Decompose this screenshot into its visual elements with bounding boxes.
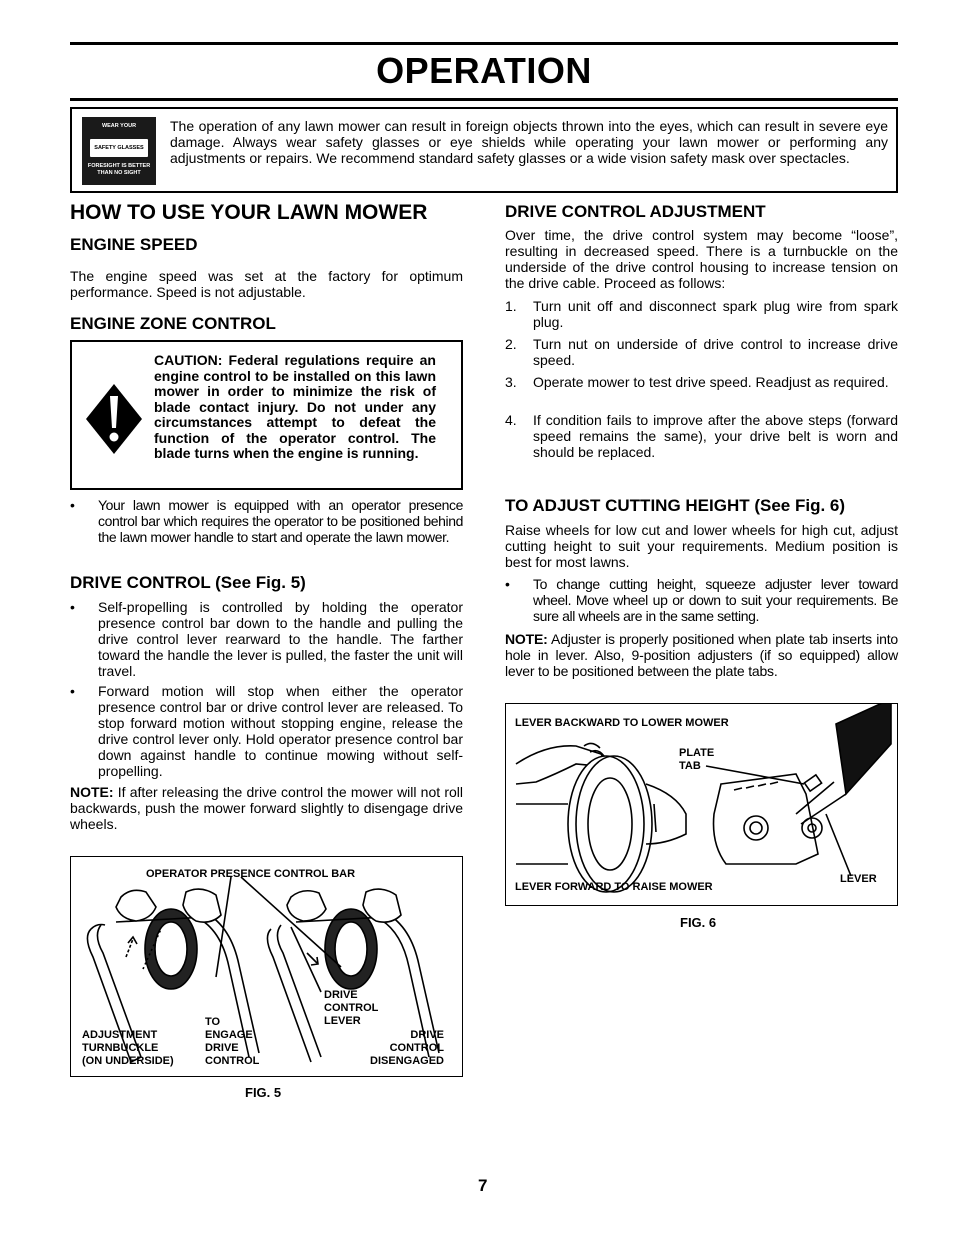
cutting-height-intro: Raise wheels for low cut and lower wheels for high cut, adjust cutting height to suit your requirements. Medium position is best for most lawns. bbox=[505, 522, 898, 570]
safety-warning-text: The operation of any lawn mower can result in foreign objects thrown into the eyes, which can result in severe eye damage. Always wear safety glasses or eye shields while operating your lawn mower or performing any adjustments or repairs. We recommend standard safety glasses or a wide vision safety mask over spectacles. bbox=[170, 118, 888, 166]
caution-box bbox=[70, 340, 463, 490]
top-rule bbox=[70, 42, 898, 45]
figure-5 bbox=[70, 856, 463, 1077]
engine-speed-heading: ENGINE SPEED bbox=[70, 235, 198, 254]
list-item: • To change cutting height, squeeze adjuster lever toward wheel. Move wheel up or down to suit your requirements. Be sure all wheels are in the same setting. bbox=[505, 576, 898, 624]
list-item: • Self-propelling is controlled by holding the operator presence control bar down to the handle and pulling the drive control lever rearward to the handle. The farther toward the handle the lever is pulled, the faster the unit will travel. bbox=[70, 599, 463, 679]
cutting-height-note: NOTE: Adjuster is properly positioned when plate tab inserts into hole in lever. Also, 9-position adjusters (if so equipped) allow lever to be positioned between the plate tabs. bbox=[505, 631, 898, 679]
list-item-text: Self-propelling is controlled by holding the operator presence control bar down to the handle and pulling the drive control lever rearward to the handle. The farther toward the handle the lever is pulled, the faster the unit will travel. bbox=[98, 599, 463, 679]
fig6-illustration bbox=[506, 704, 897, 905]
cutting-height-heading: TO ADJUST CUTTING HEIGHT (See Fig. 6) bbox=[505, 496, 846, 515]
fig6-label-backward: LEVER BACKWARD TO LOWER MOWER bbox=[515, 717, 729, 729]
fig5-caption: FIG. 5 bbox=[245, 1085, 282, 1100]
caution-text: CAUTION: Federal regulations require an engine control to be installed on this lawn mower in order to minimize the risk of blade contact injury. Do not under any circumstances attempt to defeat the function of the operator control. The blade turns when the engine is running. bbox=[154, 352, 436, 461]
list-item: 1. Turn unit off and disconnect spark plug wire from spark plug. bbox=[505, 298, 898, 330]
page-number: 7 bbox=[478, 1176, 488, 1195]
engine-zone-heading: ENGINE ZONE CONTROL bbox=[70, 314, 276, 333]
drive-adjust-intro: Over time, the drive control system may become “loose”, resulting in decreased speed. There is a turnbuckle on the underside of the drive control housing to increase tension on the drive cable. Proceed as follows: bbox=[505, 227, 898, 291]
fig5-label-disengaged: DRIVE CONTROL DISENGAGED bbox=[370, 1029, 444, 1067]
fig6-label-lever: LEVER bbox=[840, 873, 877, 885]
figure-6 bbox=[505, 703, 898, 906]
fig5-label-lever: DRIVE CONTROL LEVER bbox=[324, 989, 379, 1027]
fig6-caption: FIG. 6 bbox=[680, 915, 717, 930]
caution-icon bbox=[84, 382, 144, 456]
list-item-text: Your lawn mower is equipped with an operator presence control bar which requires the operator to be positioned behind the lawn mower handle to start and operate the lawn mower. bbox=[98, 497, 463, 545]
engine-speed-text: The engine speed was set at the factory for optimum performance. Speed is not adjustable. bbox=[70, 268, 463, 300]
fig5-label-turnbuckle: ADJUSTMENT TURNBUCKLE (ON UNDERSIDE) bbox=[82, 1029, 174, 1067]
safety-warning-box bbox=[70, 107, 898, 193]
drive-control-heading: DRIVE CONTROL (See Fig. 5) bbox=[70, 573, 306, 592]
list-item: 2. Turn nut on underside of drive control to increase drive speed. bbox=[505, 336, 898, 368]
list-item: 4. If condition fails to improve after the above steps (forward speed remains the same), your drive belt is worn and should be replaced. bbox=[505, 412, 898, 460]
drive-adjust-heading: DRIVE CONTROL ADJUSTMENT bbox=[505, 202, 766, 221]
safety-glasses-icon: WEAR YOUR SAFETY GLASSES FORESIGHT IS BETTER THAN NO SIGHT bbox=[82, 117, 156, 185]
fig6-label-plate-tab: PLATE TAB bbox=[679, 747, 715, 772]
title-rule bbox=[70, 98, 898, 101]
fig5-label-engage: TO ENGAGE DRIVE CONTROL bbox=[205, 1016, 260, 1067]
list-item-text: To change cutting height, squeeze adjuster lever toward wheel. Move wheel up or down to suit your requirements. Be sure all wheels are in the same setting. bbox=[533, 576, 898, 624]
list-item: • Forward motion will stop when either the operator presence control bar or drive control lever are released. To stop forward motion without stopping engine, release the drive control lever only. Hold operator presence control bar down against handle to continue mowing without self-propelling. bbox=[70, 683, 463, 779]
list-item: 3. Operate mower to test drive speed. Readjust as required. bbox=[505, 374, 889, 390]
page-title: OPERATION bbox=[376, 50, 592, 91]
fig5-label-control-bar: OPERATOR PRESENCE CONTROL BAR bbox=[146, 868, 356, 880]
drive-control-note: NOTE: If after releasing the drive control the mower will not roll backwards, push the mower forward slightly to disengage drive wheels. bbox=[70, 784, 463, 832]
list-item-text: Forward motion will stop when either the operator presence control bar or drive control lever are released. To stop forward motion without stopping engine, release the drive control lever only. Hold operator presence control bar down against handle to continue mowing without self-propelling. bbox=[98, 683, 463, 779]
list-item: • Your lawn mower is equipped with an operator presence control bar which requires the operator to be positioned behind the lawn mower handle to start and operate the lawn mower. bbox=[70, 497, 463, 545]
section-title: HOW TO USE YOUR LAWN MOWER bbox=[70, 201, 428, 224]
fig6-label-forward: LEVER FORWARD TO RAISE MOWER bbox=[515, 881, 713, 893]
